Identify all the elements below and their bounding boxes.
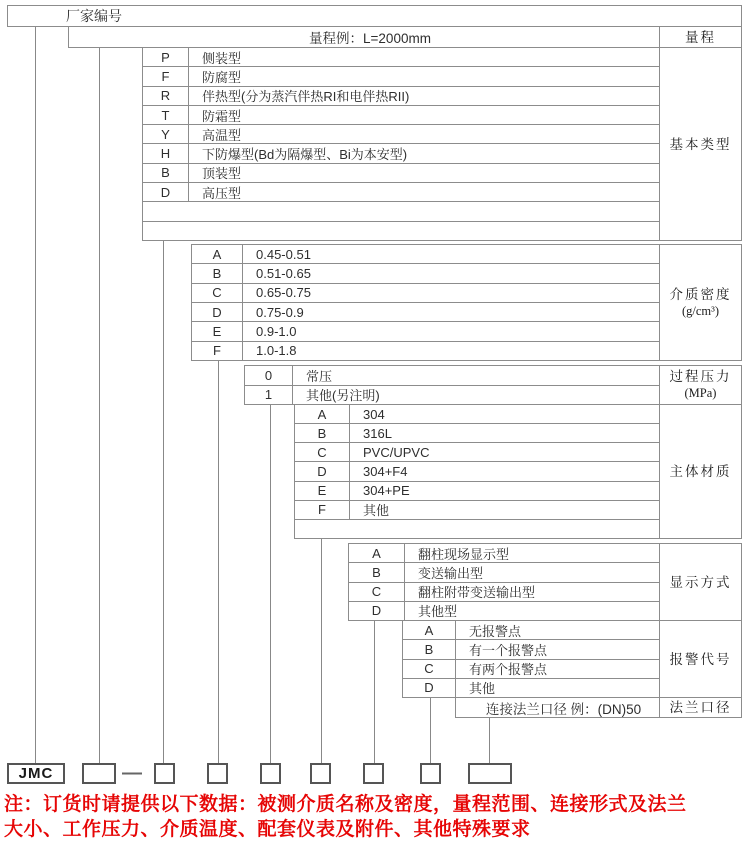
section-label: 过程压力 xyxy=(669,369,732,384)
range-example-cell: 量程例：L=2000mm xyxy=(68,26,660,48)
code-box-alarm-code xyxy=(420,763,441,784)
table-row xyxy=(192,245,659,263)
code-cell: D xyxy=(143,183,189,201)
section-sublabel: (MPa) xyxy=(684,386,717,400)
table-row xyxy=(192,283,659,302)
desc-cell: 变送输出型 xyxy=(418,565,484,581)
range-label: 量程 xyxy=(685,29,716,45)
desc-cell: 其他型 xyxy=(418,604,458,620)
table-row xyxy=(143,124,659,143)
desc-cell: 高压型 xyxy=(202,185,242,201)
alarm-code-label-cell xyxy=(660,620,742,698)
code-cell: C xyxy=(403,660,456,678)
body-material-label-cell xyxy=(660,404,742,539)
desc-cell xyxy=(350,520,659,538)
table-row xyxy=(192,321,659,340)
section-flange-size xyxy=(455,697,742,718)
table-row xyxy=(295,481,659,500)
code-cell: C xyxy=(192,284,243,302)
table-row xyxy=(192,263,659,282)
code-cell: B xyxy=(403,640,456,658)
table-row xyxy=(192,302,659,321)
code-cell: B xyxy=(143,164,189,182)
table-row xyxy=(295,423,659,442)
desc-cell: 伴热型(分为蒸汽伴热RI和电伴热RII) xyxy=(202,89,410,105)
basic-type-label-cell xyxy=(660,47,742,241)
section-basic-type xyxy=(142,47,742,241)
range-label-cell xyxy=(660,26,742,48)
code-cell: B xyxy=(349,563,405,581)
section-label: 法兰口径 xyxy=(669,700,732,715)
ordering-note-line1: 注：订货时请提供以下数据：被测介质名称及密度，量程范围、连接形式及法兰 xyxy=(4,794,687,815)
code-box-display-mode xyxy=(363,763,384,784)
model-separator: — xyxy=(122,762,142,784)
desc-cell: 常压 xyxy=(306,368,333,384)
model-prefix-box xyxy=(7,763,65,784)
desc-cell: 其他 xyxy=(469,681,496,697)
code-cell xyxy=(143,202,189,220)
section-label: 显示方式 xyxy=(669,574,732,590)
code-cell: D xyxy=(349,602,405,620)
section-display-mode xyxy=(348,543,742,621)
code-cell: F xyxy=(295,501,350,519)
connector-body-material xyxy=(321,539,322,763)
desc-cell: 高温型 xyxy=(202,127,242,143)
table-row xyxy=(192,341,659,360)
model-prefix: JMC xyxy=(18,765,54,782)
desc-cell: 下防爆型(Bd为隔爆型、Bi为本安型) xyxy=(202,147,408,163)
desc-cell: 0.45-0.51 xyxy=(256,246,311,262)
section-label: 介质密度 xyxy=(669,286,732,302)
connector-medium-density xyxy=(218,361,219,763)
basic-type-rows xyxy=(143,48,659,240)
table-row xyxy=(349,601,659,620)
code-cell: C xyxy=(295,443,350,461)
desc-cell: 304+PE xyxy=(363,483,410,499)
code-cell: D xyxy=(192,303,243,321)
desc-cell: 有一个报警点 xyxy=(469,642,548,658)
code-cell xyxy=(143,222,189,240)
code-cell: B xyxy=(295,424,350,442)
process-pressure-label-cell xyxy=(660,365,742,405)
table-row xyxy=(143,86,659,105)
medium-density-label-cell xyxy=(660,244,742,361)
desc-cell: 其他(另注明) xyxy=(306,388,380,404)
section-label: 主体材质 xyxy=(669,464,732,479)
table-row xyxy=(403,678,659,697)
table-row xyxy=(143,201,659,220)
code-cell: F xyxy=(143,67,189,85)
connector-range xyxy=(99,48,100,763)
desc-cell: 防霜型 xyxy=(202,108,242,124)
connector-process-pressure xyxy=(270,405,271,763)
ordering-note-line2: 大小、工作压力、介质温度、配套仪表及附件、其他特殊要求 xyxy=(4,819,531,840)
range-row xyxy=(68,26,742,48)
table-row xyxy=(349,562,659,581)
desc-cell: 其他 xyxy=(363,503,390,519)
code-cell: B xyxy=(192,264,243,282)
table-row xyxy=(403,659,659,678)
table-row xyxy=(143,163,659,182)
body-material-rows xyxy=(295,405,659,538)
desc-cell: 无报警点 xyxy=(469,623,522,639)
code-box-basic-type xyxy=(154,763,175,784)
desc-cell: 侧装型 xyxy=(202,50,242,66)
code-cell: 1 xyxy=(245,386,293,405)
factory-number-row xyxy=(7,5,742,27)
desc-cell: PVC/UPVC xyxy=(363,444,430,460)
table-row xyxy=(143,182,659,201)
desc-cell: 有两个报警点 xyxy=(469,662,548,678)
desc-cell: 顶装型 xyxy=(202,166,242,182)
code-cell: R xyxy=(143,87,189,105)
section-label: 基本类型 xyxy=(669,136,732,152)
desc-cell: 316L xyxy=(363,425,392,441)
table-row xyxy=(143,66,659,85)
code-cell: Y xyxy=(143,125,189,143)
section-sublabel: (g/cm³) xyxy=(681,303,720,318)
connector-alarm-code xyxy=(430,698,431,763)
table-row xyxy=(143,105,659,124)
desc-cell: 1.0-1.8 xyxy=(256,343,297,359)
connector-display-mode xyxy=(374,621,375,763)
table-row xyxy=(245,366,659,385)
factory-number-label: 厂家编号 xyxy=(66,8,122,24)
code-cell: E xyxy=(192,322,243,340)
code-cell: A xyxy=(349,544,405,562)
code-cell: C xyxy=(349,583,405,601)
code-cell: P xyxy=(143,48,189,66)
process-pressure-rows xyxy=(245,366,659,404)
code-box-body-material xyxy=(310,763,331,784)
code-cell: D xyxy=(295,462,350,480)
section-process-pressure xyxy=(244,365,742,405)
code-cell: H xyxy=(143,144,189,162)
code-cell: 0 xyxy=(245,366,293,385)
table-row xyxy=(295,405,659,423)
desc-cell: 304+F4 xyxy=(363,463,408,479)
desc-cell: 0.75-0.9 xyxy=(256,304,304,320)
desc-cell: 0.9-1.0 xyxy=(256,323,297,339)
flange-size-cell: 连接法兰口径 例：(DN)50 xyxy=(455,697,660,718)
medium-density-rows xyxy=(192,245,659,360)
code-cell xyxy=(295,520,350,538)
table-row xyxy=(295,442,659,461)
section-label: 报警代号 xyxy=(669,651,732,667)
table-row xyxy=(349,582,659,601)
table-row xyxy=(143,48,659,66)
section-medium-density xyxy=(191,244,742,361)
table-row xyxy=(403,639,659,658)
display-mode-label-cell xyxy=(660,543,742,621)
code-cell: D xyxy=(403,679,456,697)
code-cell: E xyxy=(295,482,350,500)
display-mode-rows xyxy=(349,544,659,620)
table-row xyxy=(295,519,659,538)
code-cell: A xyxy=(192,245,243,263)
table-row xyxy=(143,143,659,162)
code-cell: A xyxy=(403,621,456,639)
table-row xyxy=(143,221,659,240)
section-body-material xyxy=(294,404,742,539)
flange-size-label-cell xyxy=(660,697,742,718)
desc-cell: 304 xyxy=(363,406,385,422)
desc-cell: 翻柱附带变送输出型 xyxy=(418,585,536,601)
connector-basic-type xyxy=(163,241,164,763)
code-box-process-pressure xyxy=(260,763,281,784)
table-row xyxy=(245,385,659,405)
table-row xyxy=(295,500,659,519)
table-row xyxy=(403,621,659,639)
code-cell: A xyxy=(295,405,350,423)
desc-cell xyxy=(189,202,659,220)
code-box-medium-density xyxy=(207,763,228,784)
desc-cell: 防腐型 xyxy=(202,69,242,85)
connector-flange-size xyxy=(489,718,490,763)
code-cell: F xyxy=(192,342,243,360)
ordering-note xyxy=(4,792,749,842)
code-box-range xyxy=(82,763,116,784)
desc-cell xyxy=(189,222,659,240)
connector-factory-number xyxy=(35,27,36,763)
table-row xyxy=(349,544,659,562)
section-alarm-code xyxy=(402,620,742,698)
table-row xyxy=(295,461,659,480)
alarm-code-rows xyxy=(403,621,659,697)
desc-cell: 翻柱现场显示型 xyxy=(418,546,510,562)
code-cell: T xyxy=(143,106,189,124)
desc-cell: 0.51-0.65 xyxy=(256,265,311,281)
code-box-flange-size xyxy=(468,763,512,784)
desc-cell: 0.65-0.75 xyxy=(256,285,311,301)
